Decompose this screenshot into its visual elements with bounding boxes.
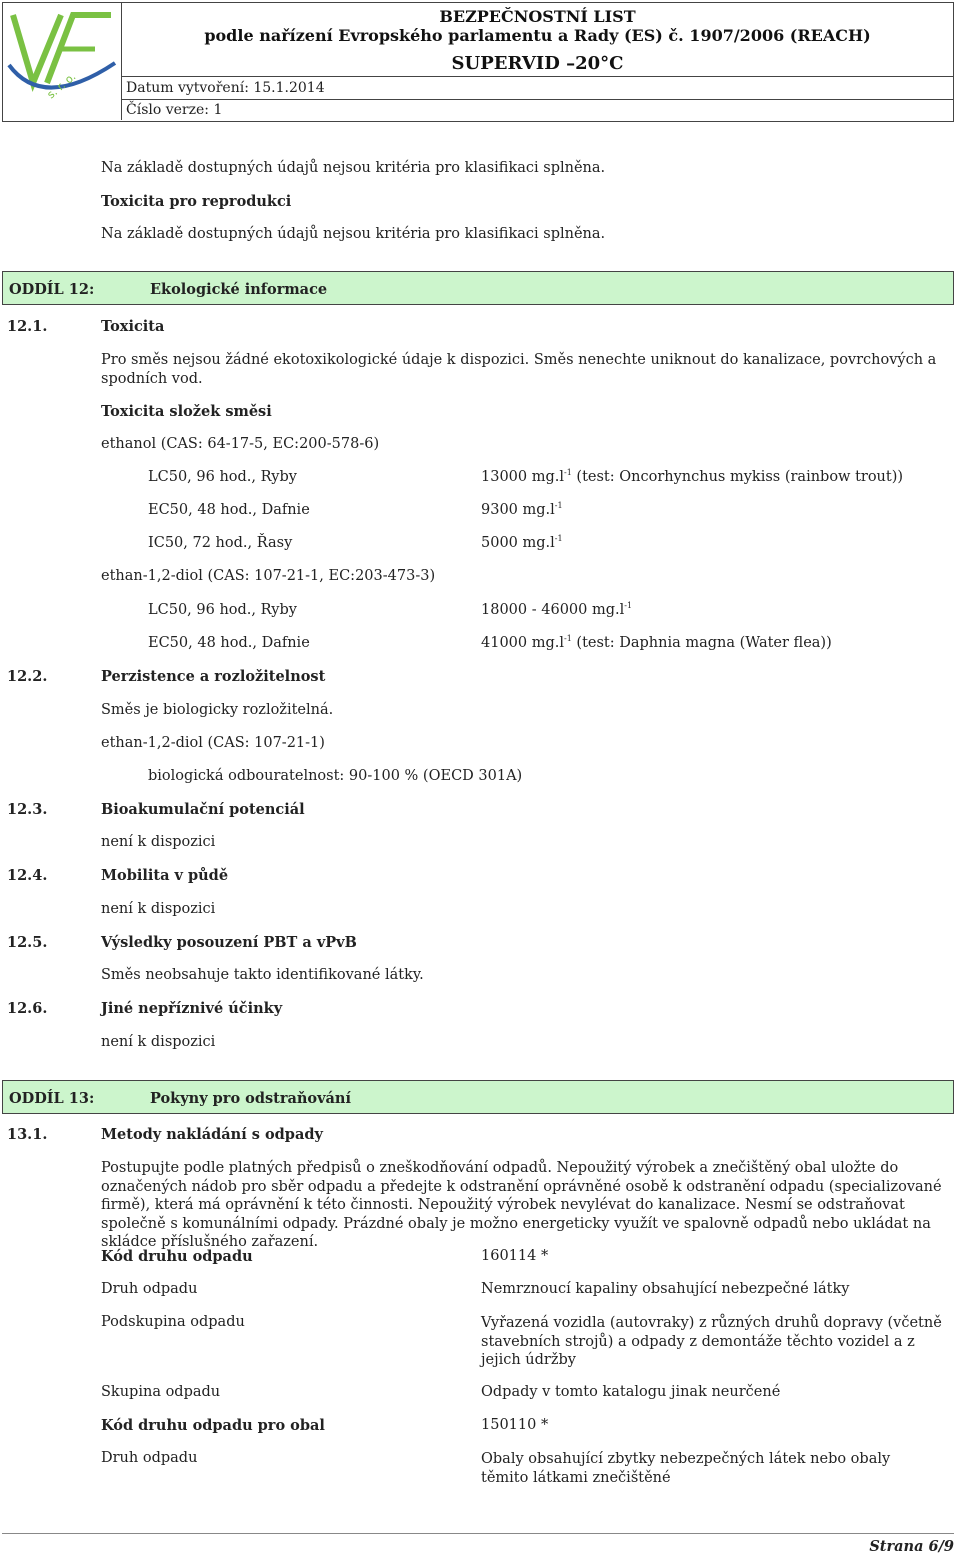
waste-label: Skupina odpadu [101,1384,221,1400]
tox-value: 9300 $mg.l^{-1}$ [481,501,563,518]
persistence-component: ethan-1,2-diol (CAS: 107-21-1) [101,735,325,751]
other-effects-text: není k dispozici [101,1034,216,1050]
subsection-title: Bioakumulační potenciál [101,801,305,818]
subsection-number: 12.4. [7,867,48,884]
biodegradability: biologická odbouratelnost: 90-100 % (OECD 301A) [148,768,523,784]
component-toxicity-heading: Toxicita složek směsi [101,403,272,420]
company-logo [3,3,122,120]
classification-note: Na základě dostupných údajů nejsou kritéria pro klasifikaci splněna. [101,160,606,176]
logo-text: s. r. o. [44,69,79,102]
created-date: Datum vytvoření: 15.1.2014 [126,80,325,96]
section-13-bar [2,1080,954,1114]
tox-value: 5000 $mg.l^{-1}$ [481,534,563,551]
waste-label: Druh odpadu [101,1281,198,1297]
component-glycol: ethan-1,2-diol (CAS: 107-21-1, EC:203-473-3) [101,568,436,584]
section-12-title: Ekologické informace [150,281,328,298]
mobility-text: není k dispozici [101,901,216,917]
waste-label: Kód druhu odpadu [101,1248,253,1265]
subsection-title: Perzistence a rozložitelnost [101,668,326,685]
section-12-number: ODDÍL 12: [9,281,95,298]
tox-value: 18000 - 46000 $mg.l^{-1}$ [481,601,633,618]
subsection-title: Jiné nepříznivé účinky [101,1000,283,1017]
subsection-title: Výsledky posouzení PBT a vPvB [101,934,357,951]
tox-label: EC50, 48 hod., Dafnie [148,635,310,651]
subsection-title: Metody nakládání s odpady [101,1126,323,1143]
waste-value: Odpady v tomto katalogu jinak neurčené [481,1384,781,1400]
persistence-text: Směs je biologicky rozložitelná. [101,702,334,718]
product-name: SUPERVID –20°C [451,53,624,74]
pbt-text: Směs neobsahuje takto identifikované látky. [101,967,424,983]
subsection-number: 12.6. [7,1000,48,1017]
regulation-title: podle nařízení Evropského parlamentu a Rady (ES) č. 1907/2006 (REACH) [204,26,871,45]
toxicity-text: Pro směs nejsou žádné ekotoxikologické údaje k dispozici. Směs nenechte uniknout do kanalizace, povrchových a spodních vod. [101,352,937,387]
page-number: Strana 6/9 [869,1538,954,1555]
footer-divider [2,1533,954,1534]
subsection-title: Mobilita v půdě [101,867,229,884]
tox-label: IC50, 72 hod., Řasy [148,535,293,551]
section-13-title: Pokyny pro odstraňování [150,1090,351,1107]
version-number: Číslo verze: 1 [126,102,223,118]
tox-label: EC50, 48 hod., Dafnie [148,502,310,518]
waste-value: Vyřazená vozidla (autovraky) z různých druhů dopravy (včetně stavebních strojů) a odpady z demontáže těchto vozidel a z jejich údržby [481,1315,942,1368]
vf-logo-icon [3,3,119,119]
waste-label: Druh odpadu [101,1450,198,1466]
reproduction-toxicity-note: Na základě dostupných údajů nejsou kritéria pro klasifikaci splněna. [101,226,606,242]
subsection-number: 12.5. [7,934,48,951]
subsection-number: 13.1. [7,1126,48,1143]
waste-value: Obaly obsahující zbytky nebezpečných látek nebo obaly těmito látkami znečištěné [481,1451,891,1486]
tox-label: LC50, 96 hod., Ryby [148,469,297,485]
waste-label: Podskupina odpadu [101,1314,245,1330]
disposal-text: Postupujte podle platných předpisů o zneškodňování odpadů. Nepoužitý výrobek a znečištěný obal uložte do označených nádob pro sběr odpadu a předejte k odstranění oprávněné osobě k odstranění odpadu (specializované firmě), která má oprávnění k této činnosti. Nepoužitý výrobek nevylévat do kanalizace. Nesmí se odstraňovat společně s komunálními odpady. Prázdné obaly je možno energeticky využít ve spalovně odpadů nebo ukládat na skládce příslušného zařazení. [101,1160,942,1250]
subsection-number: 12.2. [7,668,48,685]
subsection-title: Toxicita [101,318,165,335]
subsection-number: 12.1. [7,318,48,335]
sheet-title: BEZPEČNOSTNÍ LIST [439,7,636,26]
reproduction-toxicity-heading: Toxicita pro reprodukci [101,193,292,210]
waste-label: Kód druhu odpadu pro obal [101,1417,325,1434]
tox-value: 13000 $mg.l^{-1}$ (test: Oncorhynchus mykiss (rainbow trout)) [481,468,904,485]
section-12-bar [2,271,954,305]
tox-value: 41000 $mg.l^{-1}$ (test: Daphnia magna (Water flea)) [481,634,832,651]
section-13-number: ODDÍL 13: [9,1090,95,1107]
tox-label: LC50, 96 hod., Ryby [148,602,297,618]
component-ethanol: ethanol (CAS: 64-17-5, EC:200-578-6) [101,436,380,452]
waste-value: 160114 * [481,1248,549,1264]
waste-value: Nemrznoucí kapaliny obsahující nebezpečné látky [481,1281,850,1297]
subsection-number: 12.3. [7,801,48,818]
waste-value: 150110 * [481,1417,549,1433]
bioaccumulation-text: není k dispozici [101,834,216,850]
document-header [2,2,954,122]
